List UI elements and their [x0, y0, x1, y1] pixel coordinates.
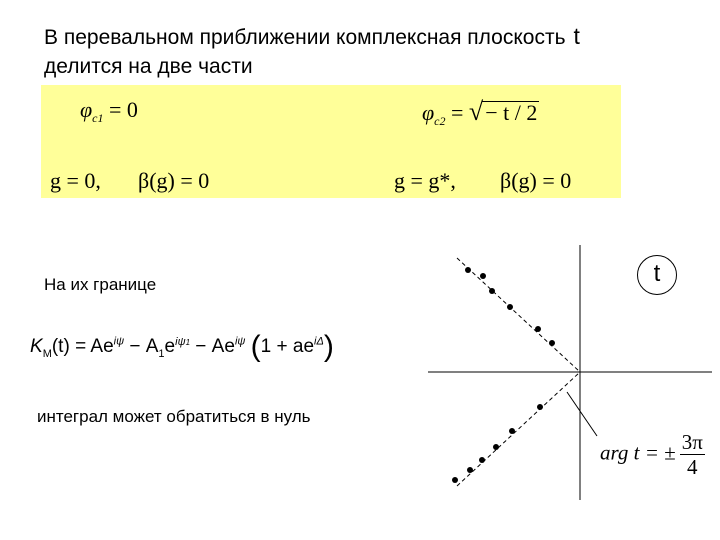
- left-g-formula: g = 0,: [50, 168, 101, 193]
- saddle-point-lower-6: [452, 477, 458, 483]
- arg-formula: [600, 430, 705, 479]
- paren-close: ): [323, 330, 334, 363]
- boundary-label: На их границе: [44, 275, 157, 294]
- right-beta-formula: β(g) = 0: [500, 168, 572, 193]
- saddle-point-lower-3: [493, 444, 499, 450]
- saddle-point-upper-3: [489, 288, 495, 294]
- k-tail: − Ae: [190, 336, 235, 357]
- k-mid: − A: [124, 336, 159, 357]
- k-exp2-sub: 1: [185, 337, 191, 347]
- right-g-formula: g = g*,: [394, 168, 456, 193]
- k-arg: (t) = Ae: [51, 336, 114, 357]
- phi2-subscript: c2: [434, 114, 446, 128]
- saddle-point-lower-4: [479, 457, 485, 463]
- t-plane-label: t: [637, 255, 677, 295]
- arg-fraction: [680, 430, 705, 479]
- saddle-point-lower-5: [467, 467, 473, 473]
- k-exp4: iΔ: [314, 335, 324, 348]
- saddle-point-upper-5: [535, 326, 541, 332]
- saddle-point-upper-2: [480, 273, 486, 279]
- k-exp2: iψ: [175, 335, 186, 348]
- arg-lhs: arg t = ±: [600, 440, 676, 465]
- phi1-subscript: c1: [92, 111, 104, 125]
- saddle-point-upper-4: [507, 304, 513, 310]
- title-line2: делится на две части: [44, 55, 253, 78]
- phi-c2-formula: $\varphi_{c2}$ = √− t / 2: [422, 97, 538, 128]
- phi1-rhs: = 0: [109, 97, 138, 122]
- k-symbol: K: [30, 336, 43, 357]
- k-exp3: iψ: [234, 335, 246, 348]
- title-t-variable: t: [573, 23, 580, 49]
- lower-ray: [457, 372, 580, 486]
- phi-c1-formula: $\varphi_{c1} = 0$: [80, 97, 138, 125]
- phi2-sqrt: − t / 2: [482, 101, 539, 124]
- saddle-point-upper-6: [549, 340, 555, 346]
- arg-pointer-line: [567, 392, 597, 436]
- saddle-point-lower-1: [537, 404, 543, 410]
- k-subscript: M: [42, 347, 52, 360]
- upper-ray: [457, 258, 580, 372]
- title-line1: В перевальном приближении комплексная плоскость: [44, 26, 566, 49]
- paren-open: (: [250, 330, 261, 363]
- k-mid-sub: 1: [158, 347, 165, 360]
- saddle-point-lower-2: [509, 428, 515, 434]
- saddle-point-upper-1: [465, 267, 471, 273]
- left-beta-formula: β(g) = 0: [138, 168, 210, 193]
- k-paren-content: 1 + ae: [260, 336, 315, 357]
- phi2-eq: =: [451, 100, 464, 125]
- saddle-points: [452, 267, 555, 483]
- arg-denominator: 4: [686, 455, 698, 479]
- null-label: интеграл может обратиться в нуль: [37, 407, 311, 426]
- k-exp1: iψ: [113, 335, 125, 348]
- arg-numerator: 3π: [681, 430, 703, 454]
- k-mid2: e: [164, 336, 176, 357]
